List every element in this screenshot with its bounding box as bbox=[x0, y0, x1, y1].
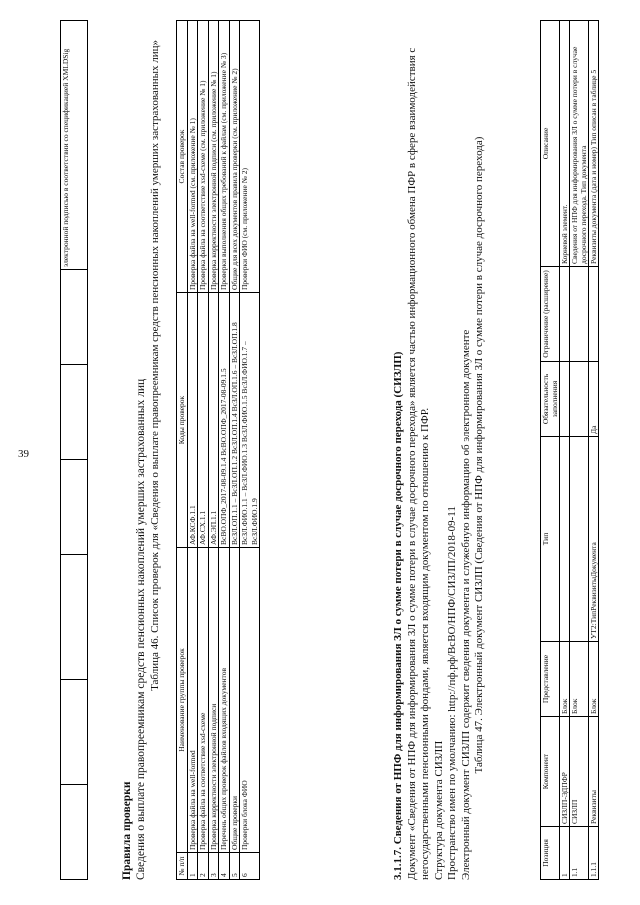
table47-header-row bbox=[541, 21, 560, 880]
table46-cell: 6 bbox=[240, 853, 260, 880]
section-title: Правила проверки bbox=[121, 781, 133, 880]
table47-cell: 1.1.1 bbox=[589, 827, 599, 880]
table47-cell bbox=[560, 362, 570, 437]
table47-cell: Корневой элемент. bbox=[560, 21, 570, 267]
table47-header: Тип bbox=[541, 437, 560, 642]
table46-cell: Проверка файла на соответствие xsd-схеме (см. приложение № 1) bbox=[198, 21, 209, 293]
section-heading: 3.1.1.7. Сведения от НПФ для информирования ЗЛ о сумме потери в случае досрочного перехода (СИЗЛП) bbox=[392, 351, 404, 880]
table47-cell: Реквизиты bbox=[589, 717, 599, 827]
table46-cell: ВсЗЛ.ФИО.1.1 – ВсЗЛ.ФИО.1.3 ВсЗЛ.ФИО.1.5 ВсЗЛ.ФИО.1.7 – ВсЗЛ.ФИО.1.9 bbox=[240, 293, 260, 548]
table46-cell: ВсЗЛ.ОП.1.1 – ВсЗЛ.ОП.1.2 ВсЗЛ.ОП.1.4 ВсЗЛ.ОП.1.6 – ВсЗЛ.ОП.1.8 bbox=[229, 293, 240, 548]
paragraph: Пространство имен по умолчанию: http://пф.рф/ВсВО/НПФ/СИЗЛП/2018-09-11 bbox=[446, 506, 458, 880]
top-table-cell bbox=[61, 680, 88, 785]
table47-header: Компонент bbox=[541, 717, 560, 827]
table46-cell: Проверки блока ФИО bbox=[240, 548, 260, 853]
table46-cell: Проверка файла на соответствие xsd-схеме bbox=[198, 548, 209, 853]
table47-cell: Блок bbox=[589, 642, 599, 717]
top-table-cell bbox=[61, 460, 88, 555]
table47-cell bbox=[560, 267, 570, 362]
table-row bbox=[187, 21, 198, 880]
rotated-page-content bbox=[40, 20, 630, 880]
paragraph: Электронный документ СИЗЛП содержит сведения документа и служебную информацию об электронном документе bbox=[459, 329, 472, 880]
table-row bbox=[219, 21, 230, 880]
table46-cell: Проверка файла на well-formed (см. приложение № 1) bbox=[187, 21, 198, 293]
table46 bbox=[176, 20, 260, 880]
table47-header: Описание bbox=[541, 21, 560, 267]
page-number: 39 bbox=[18, 448, 29, 460]
table47-caption: Таблица 47. Электронный документ СИЗЛП (Сведения от НПФ для информирования ЗЛ о сумме потери в случае досрочного перехода) bbox=[473, 136, 485, 774]
table-row bbox=[229, 21, 240, 880]
table-row bbox=[198, 21, 209, 880]
previous-table-fragment bbox=[60, 20, 88, 880]
top-table-cell bbox=[61, 785, 88, 880]
table46-cell: Перечень общих проверок файлов входящих документов bbox=[219, 548, 230, 853]
table47-cell: Блок bbox=[570, 642, 589, 717]
table46-header-row bbox=[177, 21, 188, 880]
table46-cell: Проверки выполнения общих требований к файлам (см. приложение № 3) bbox=[219, 21, 230, 293]
table46-cell: Проверка файла на well-formed bbox=[187, 548, 198, 853]
table47-cell: СИЗЛП bbox=[570, 717, 589, 827]
table46-header: Наименование группы проверок bbox=[177, 548, 188, 853]
table47-cell bbox=[589, 267, 599, 362]
table46-cell: Общие для всех документов правила проверки (см. приложение № 2) bbox=[229, 21, 240, 293]
paragraph: Документ «Сведения от НПФ для информирования ЗЛ о сумме потери в случае досрочного перехода» является частью информационного обмена ПФР в сфере взаимодействия с негосударственными пенсионными фондами, является входящим документом по отношению к ПФР. bbox=[405, 47, 431, 880]
table47-cell: СИЗЛП-ЭДПФР bbox=[560, 717, 570, 827]
table47-cell: УТ2:ТипРеквизитыДокумента bbox=[589, 437, 599, 642]
table46-cell: АФ.КСФ.1.1 bbox=[187, 293, 198, 548]
table47-header: Позиция bbox=[541, 827, 560, 880]
table47-cell: Сведения от НПФ для информирования ЗЛ о сумме потери в случае досрочного перехода. Тип документа bbox=[570, 21, 589, 267]
table46-header: № п/п bbox=[177, 853, 188, 880]
top-table-cell bbox=[61, 270, 88, 365]
table46-caption: Таблица 46. Список проверок для «Сведения о выплате правопреемникам средств пенсионных накоплений умерших застрахованных лиц» bbox=[149, 40, 161, 691]
table47-header: Представление bbox=[541, 642, 560, 717]
top-table-cell bbox=[61, 365, 88, 460]
table-row bbox=[589, 21, 599, 880]
table46-cell: АФ.СХ.1.1 bbox=[198, 293, 209, 548]
table46-cell: Проверка корректности электронной подписи bbox=[208, 548, 219, 853]
table-row bbox=[570, 21, 589, 880]
table47-cell: Реквизиты документа (дата и номер) Тип описан в таблице 5 bbox=[589, 21, 599, 267]
table46-cell: 2 bbox=[198, 853, 209, 880]
table47-cell bbox=[570, 437, 589, 642]
table46-cell: ВсВО.ОПФ_2017-08-09.1.4 ВсВО.ОПФ_2017-08-09.1.5 bbox=[219, 293, 230, 548]
table47-cell: 1.1 bbox=[570, 827, 589, 880]
table46-cell: Проверка корректности электронной подписи (см. приложение № 1) bbox=[208, 21, 219, 293]
section-3-1-1-7 bbox=[392, 30, 487, 880]
table-row bbox=[240, 21, 260, 880]
table-row bbox=[560, 21, 570, 880]
section-subtitle: Сведения о выплате правопреемникам средств пенсионных накоплений умерших застрахованных лиц bbox=[135, 378, 147, 880]
table46-cell: 4 bbox=[219, 853, 230, 880]
table47-cell bbox=[570, 362, 589, 437]
table46-cell: 5 bbox=[229, 853, 240, 880]
table46-cell: АФ.ЭП.1.1 bbox=[208, 293, 219, 548]
top-table-cell-right: электронной подписью в соответствии со спецификацией XMLDSig bbox=[61, 21, 88, 270]
table46-header: Коды проверок bbox=[177, 293, 188, 548]
table-row bbox=[208, 21, 219, 880]
table47-header: Обязательность заполнения bbox=[541, 362, 560, 437]
table47-cell bbox=[560, 437, 570, 642]
paragraph: Структура документа СИЗЛП bbox=[432, 740, 445, 880]
table47-cell: 1 bbox=[560, 827, 570, 880]
table47-cell: Да bbox=[589, 362, 599, 437]
table47-header: Ограничение (расширение) bbox=[541, 267, 560, 362]
table46-cell: 3 bbox=[208, 853, 219, 880]
table47 bbox=[540, 20, 599, 880]
table46-cell: Общие проверки bbox=[229, 548, 240, 853]
table47-cell: Блок bbox=[560, 642, 570, 717]
table46-cell: 1 bbox=[187, 853, 198, 880]
table46-header: Состав проверок bbox=[177, 21, 188, 293]
top-table-cell bbox=[61, 555, 88, 680]
table46-cell: Проверки ФИО (см. приложение № 2) bbox=[240, 21, 260, 293]
table47-cell bbox=[570, 267, 589, 362]
